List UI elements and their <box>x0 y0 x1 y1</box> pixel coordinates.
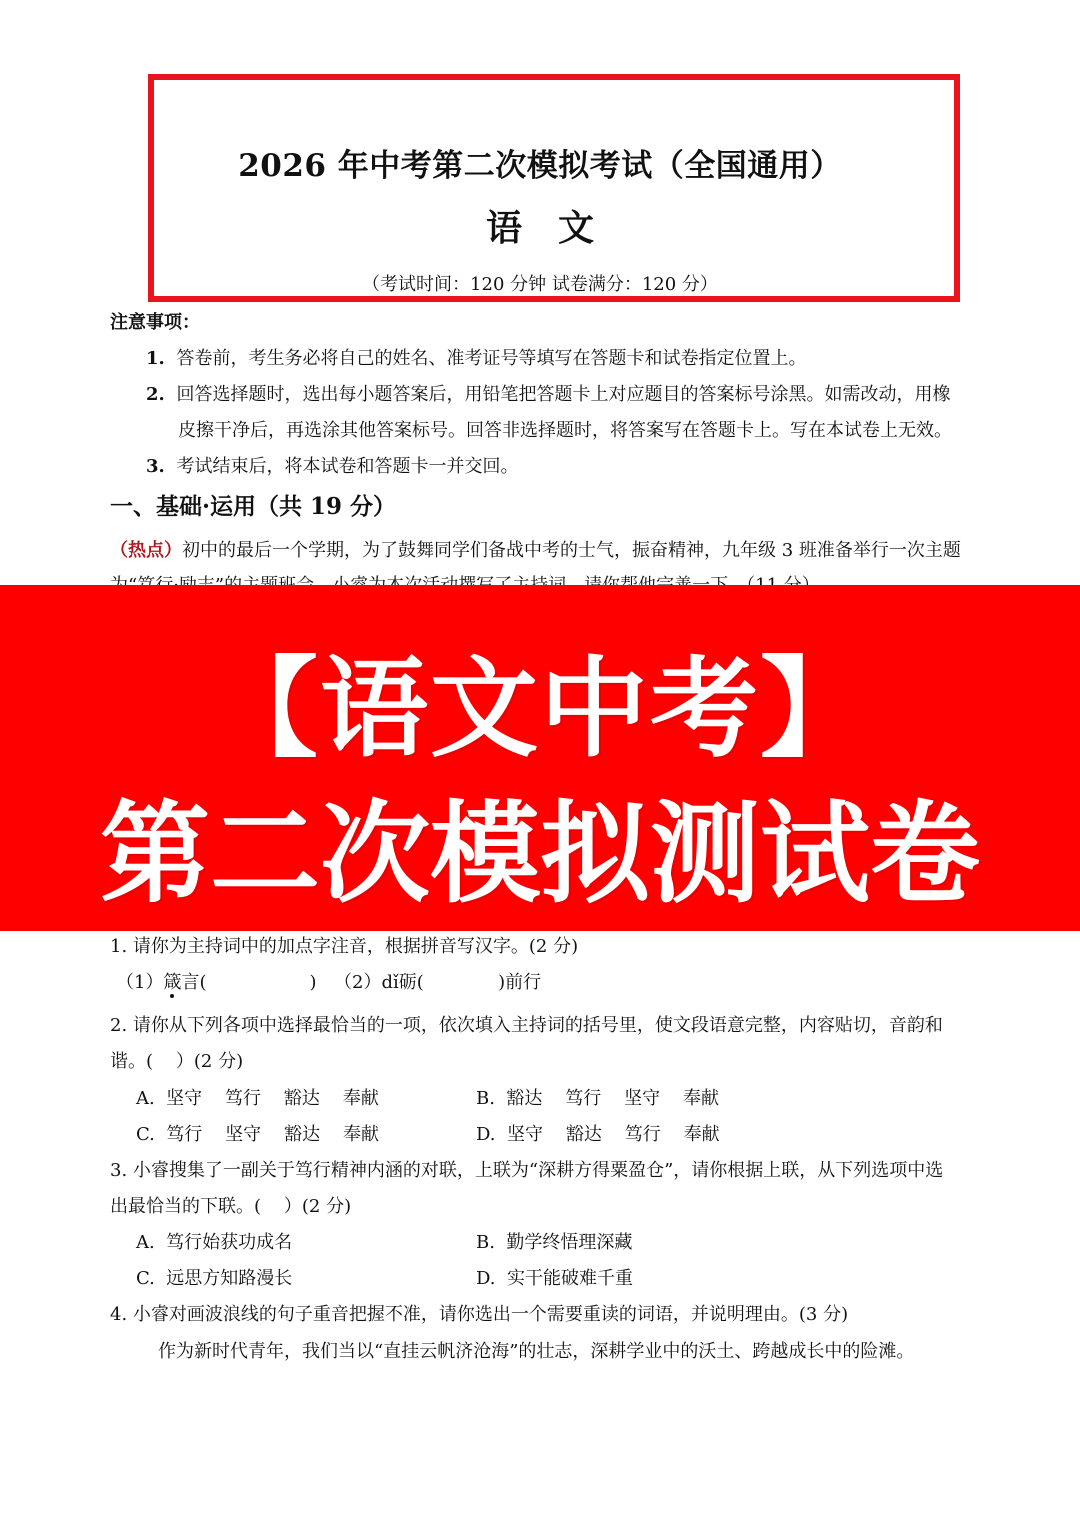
option-b: B. 豁达 笃行 坚守 奉献 <box>476 1088 720 1109</box>
exam-title: 2026 年中考第二次模拟考试（全国通用） <box>238 148 842 184</box>
notice-num: 3. <box>146 456 165 477</box>
question-1-sub-2: （2）dǐ砺( )前行 <box>334 972 542 993</box>
option-c: C. 笃行 坚守 豁达 奉献 <box>136 1124 379 1145</box>
banner-line-1: 【语文中考】 <box>209 647 870 772</box>
subject-title: 语 文 <box>485 207 594 249</box>
section-intro-line-1 <box>110 536 961 562</box>
option-d: D. 实干能破难千重 <box>476 1268 633 1289</box>
question-1: 1. 请你为主持词中的加点字注音，根据拼音写汉字。(2 分) <box>110 936 579 957</box>
hot-tag: （热点） <box>110 540 182 561</box>
notice-item-2-cont: 皮擦干净后，再选涂其他答案标号。回答非选择题时，将答案写在答题卡上。写在本试卷上无效。 <box>178 420 952 441</box>
sub-blank: 言( ) <box>181 972 317 993</box>
section-heading: 一、基础·运用（共 19 分） <box>110 493 397 520</box>
notice-text: 回答选择题时，选出每小题答案后，用铅笔把答题卡上对应题目的答案标号涂黑。如需改动，用橡 <box>176 384 951 405</box>
option-b: B. 勤学终悟理深藏 <box>476 1232 633 1253</box>
question-3-line-2: 出最恰当的下联。( ）(2 分) <box>110 1196 352 1217</box>
notice-num: 2. <box>146 384 165 405</box>
question-4-line-1: 4. 小睿对画波浪线的句子重音把握不准，请你选出一个需要重读的词语，并说明理由。(3 分) <box>110 1304 849 1325</box>
option-a: A. 笃行始获功成名 <box>136 1232 293 1253</box>
title-frame <box>148 74 960 302</box>
question-2-line-1: 2. 请你从下列各项中选择最恰当的一项，依次填入主持词的括号里，使文段语意完整，内容贴切，音韵和 <box>110 1015 943 1036</box>
notice-num: 1. <box>146 348 165 369</box>
banner-line-2: 第二次模拟测试卷 <box>100 790 980 918</box>
notice-heading: 注意事项： <box>110 312 200 333</box>
option-c: C. 远思方知路漫长 <box>136 1268 293 1289</box>
option-a: A. 坚守 笃行 豁达 奉献 <box>136 1088 379 1109</box>
question-4-sentence: 作为新时代青年，我们当以“直挂云帆济沧海”的壮志，深耕学业中的沃土、跨越成长中的险滩。 <box>158 1341 915 1362</box>
notice-item-3 <box>146 452 519 478</box>
question-3-line-1: 3. 小睿搜集了一副关于笃行精神内涵的对联，上联为“深耕方得粟盈仓”，请你根据上联，从下列选项中选 <box>110 1160 944 1181</box>
notice-item-1 <box>146 344 807 370</box>
exam-info: （考试时间：120 分钟 试卷满分：120 分） <box>362 274 718 295</box>
intro-text: 初中的最后一个学期，为了鼓舞同学们备战中考的士气，振奋精神，九年级 3 班准备举行一次主题 <box>182 540 961 561</box>
option-d: D. 坚守 豁达 笃行 奉献 <box>476 1124 720 1145</box>
notice-text: 答卷前，考生务必将自己的姓名、准考证号等填写在答题卡和试卷指定位置上。 <box>176 348 807 369</box>
sub-num: （1） <box>116 972 164 993</box>
question-2-line-2: 谐。( ）(2 分) <box>110 1051 244 1072</box>
notice-text: 考试结束后，将本试卷和答题卡一并交回。 <box>176 456 519 477</box>
dotted-character: 箴 <box>163 972 182 993</box>
question-1-sub-1 <box>116 968 317 994</box>
notice-item-2 <box>146 380 951 406</box>
